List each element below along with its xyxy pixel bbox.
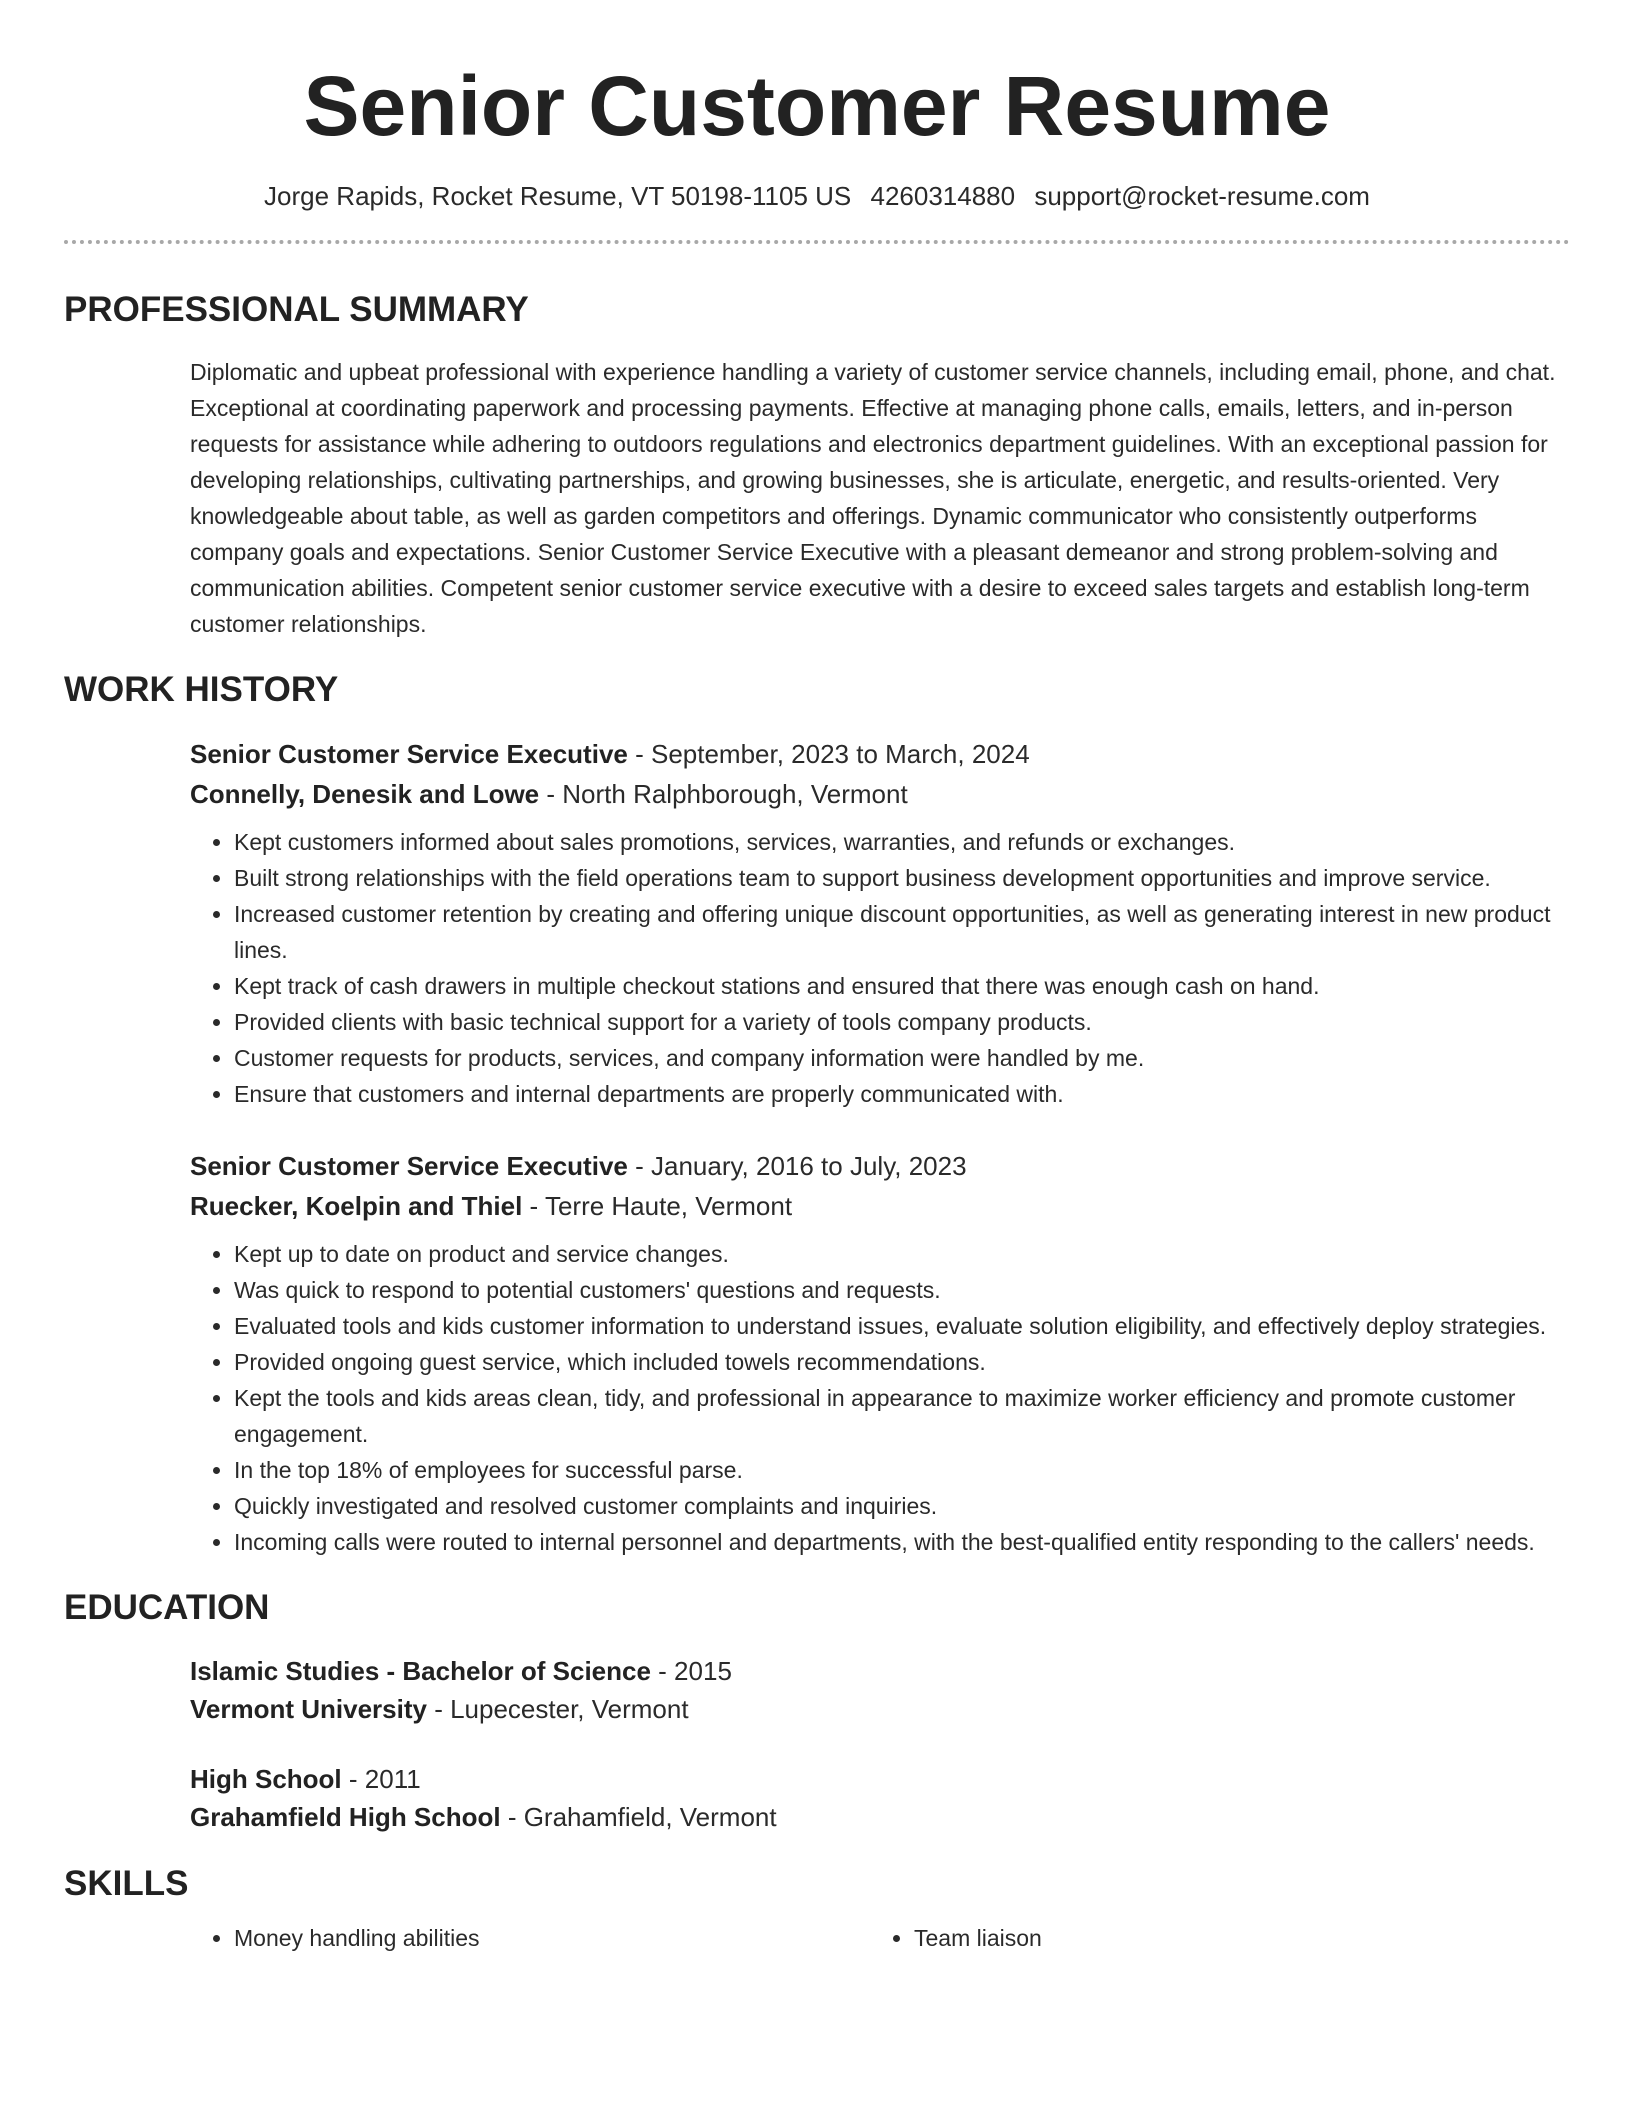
job-dates: - September, 2023 to March, 2024 — [627, 739, 1030, 769]
job-company: Connelly, Denesik and Lowe — [190, 779, 540, 809]
education-degree: High School — [190, 1764, 342, 1794]
education-degree-line — [190, 1652, 1570, 1690]
job-role: Senior Customer Service Executive — [190, 1151, 628, 1181]
section-title-work-history: WORK HISTORY — [64, 670, 339, 709]
job-bullet: • Incoming calls were routed to internal personnel and departments, with the best-qualified entity responding to the callers' needs. — [234, 1524, 1570, 1560]
contact-phone: 4260314880 — [870, 181, 1016, 211]
section-title-skills: SKILLS — [64, 1864, 189, 1903]
job-role: Senior Customer Service Executive — [190, 739, 628, 769]
job-bullet: • In the top 18% of employees for successful parse. — [234, 1452, 1570, 1488]
contact-address: Jorge Rapids, Rocket Resume, VT 50198-1105 US — [264, 181, 852, 211]
education-year: - 2015 — [650, 1656, 732, 1686]
education-location: - Grahamfield, Vermont — [500, 1802, 777, 1832]
education-entry — [190, 1760, 1570, 1836]
job-bullets — [190, 1236, 1570, 1560]
job-bullet: • Provided ongoing guest service, which included towels recommendations. — [234, 1344, 1570, 1380]
job-bullet: • Evaluated tools and kids customer information to understand issues, evaluate solution eligibility, and effectively deploy strategies. — [234, 1308, 1570, 1344]
header-divider — [64, 240, 1570, 244]
job-bullets — [190, 824, 1570, 1112]
summary-text: Diplomatic and upbeat professional with experience handling a variety of customer service channels, including email, phone, and chat. Exceptional at coordinating paperwork and processing payments. Effective at managing phone calls, emails, letters, and in-person requests for assistance while adhering to outdoors regulations and electronics department guidelines. With an exceptional passion for developing relationships, cultivating partnerships, and growing businesses, she is articulate, energetic, and results-oriented. Very knowledgeable about table, as well as garden competitors and offerings. Dynamic communicator who consistently outperforms company goals and expectations. Senior Customer Service Executive with a pleasant demeanor and strong problem-solving and communication abilities. Competent senior customer service executive with a desire to exceed sales targets and establish long-term customer relationships. — [190, 359, 1556, 637]
job-bullet: • Customer requests for products, services, and company information were handled by me. — [234, 1040, 1570, 1076]
education-year: - 2011 — [341, 1764, 421, 1794]
section-title-summary: PROFESSIONAL SUMMARY — [64, 290, 529, 329]
job-bullet: • Provided clients with basic technical support for a variety of tools company products. — [234, 1004, 1570, 1040]
education-degree-line — [190, 1760, 1570, 1798]
job-company-line — [190, 774, 1570, 814]
resume-title: Senior Customer Resume — [303, 59, 1331, 153]
section-title-education: EDUCATION — [64, 1588, 270, 1627]
job-bullet: • Was quick to respond to potential customers' questions and requests. — [234, 1272, 1570, 1308]
job-company-line — [190, 1186, 1570, 1226]
job-dates: - January, 2016 to July, 2023 — [627, 1151, 967, 1181]
job-bullet: • Quickly investigated and resolved customer complaints and inquiries. — [234, 1488, 1570, 1524]
job-bullet: • Kept customers informed about sales promotions, services, warranties, and refunds or exchanges. — [234, 824, 1570, 860]
education-school: Grahamfield High School — [190, 1802, 501, 1832]
job-bullet: • Kept track of cash drawers in multiple checkout stations and ensured that there was enough cash on hand. — [234, 968, 1570, 1004]
contact-email: support@rocket-resume.com — [1034, 181, 1370, 211]
job-role-line — [190, 734, 1570, 774]
job-bullet: • Ensure that customers and internal departments are properly communicated with. — [234, 1076, 1570, 1112]
job-company: Ruecker, Koelpin and Thiel — [190, 1191, 523, 1221]
job-bullet: • Kept the tools and kids areas clean, tidy, and professional in appearance to maximize worker efficiency and promote customer engagement. — [234, 1380, 1570, 1452]
education-entry — [190, 1652, 1570, 1728]
skill-item: • Money handling abilities — [234, 1920, 870, 1956]
job-bullet: • Increased customer retention by creating and offering unique discount opportunities, as well as generating interest in new product lines. — [234, 896, 1570, 968]
education-school-line — [190, 1798, 1570, 1836]
education-degree: Islamic Studies - Bachelor of Science — [190, 1656, 651, 1686]
job-role-line — [190, 1146, 1570, 1186]
job-location: - North Ralphborough, Vermont — [539, 779, 908, 809]
job-bullet: • Built strong relationships with the field operations team to support business development opportunities and improve service. — [234, 860, 1570, 896]
education-school: Vermont University — [190, 1694, 427, 1724]
skills-column-right — [870, 1920, 1550, 1956]
education-location: - Lupecester, Vermont — [426, 1694, 689, 1724]
skills-column-left — [190, 1920, 870, 1956]
skills-grid — [190, 1920, 1570, 1956]
job-bullet: • Kept up to date on product and service changes. — [234, 1236, 1570, 1272]
job-location: - Terre Haute, Vermont — [522, 1191, 793, 1221]
skill-item: • Team liaison — [914, 1920, 1550, 1956]
education-school-line — [190, 1690, 1570, 1728]
job-entry — [190, 734, 1570, 1112]
contact-line — [64, 178, 1570, 214]
job-entry — [190, 1146, 1570, 1560]
resume-page — [64, 0, 1570, 1956]
